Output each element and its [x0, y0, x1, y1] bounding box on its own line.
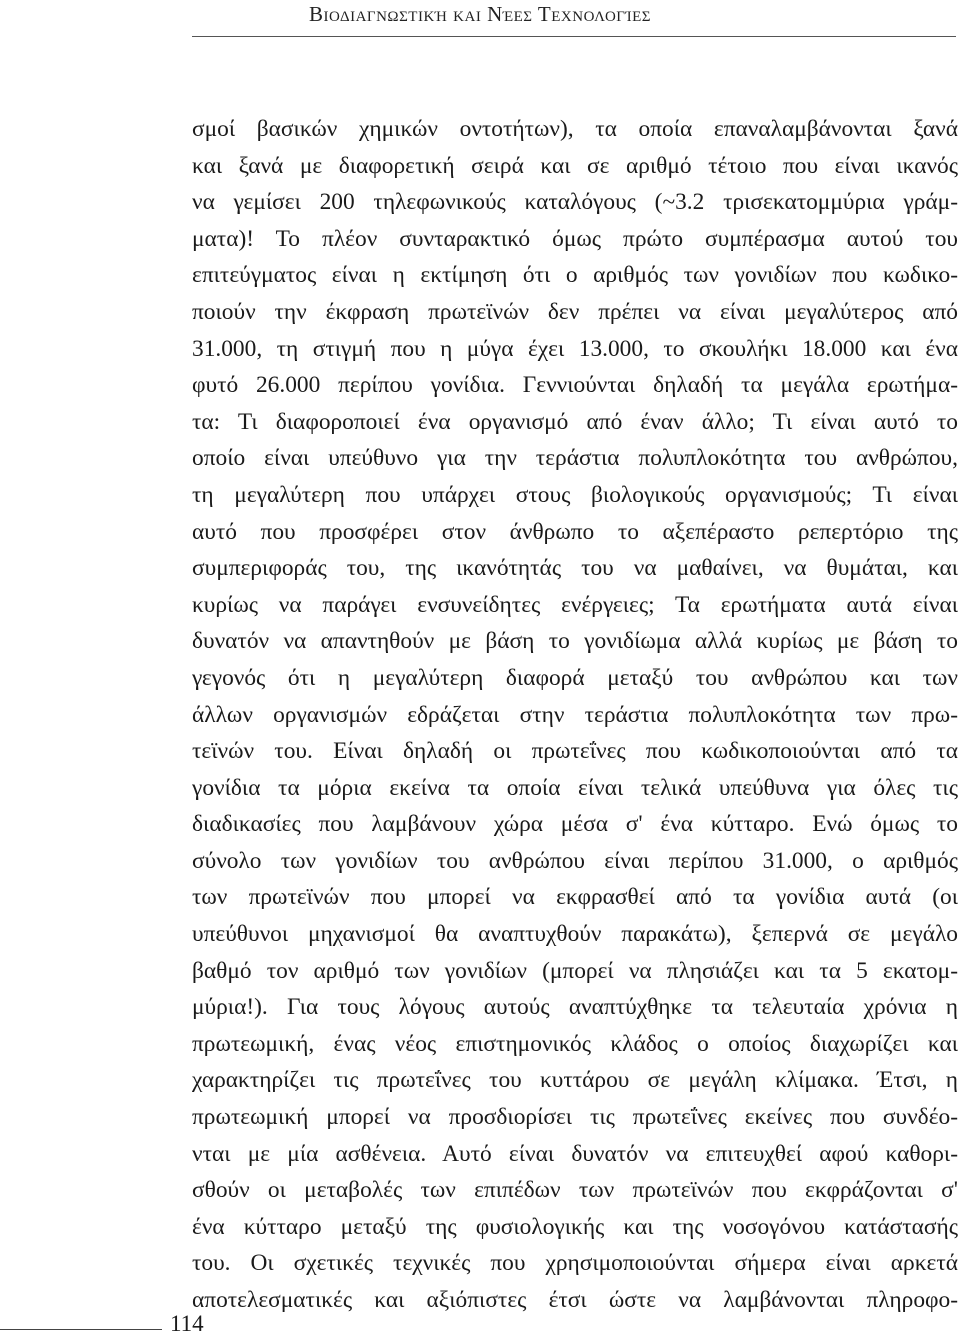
header-rule: [192, 36, 956, 37]
text-line: νται με μία ασθένεια. Αυτό είναι δυνατόν να επιτευχθεί αφού καθορι-: [192, 1140, 958, 1167]
text-line: αυτό που προσφέρει στον άνθρωπο το αξεπέραστο ρεπερτόριο της: [192, 518, 958, 545]
text-line: ένα κύτταρο μεταξύ της φυσιολογικής και της νοσογόνου κατάστασής: [192, 1213, 958, 1240]
page-number: 114: [170, 1311, 204, 1336]
text-line: σθούν οι μεταβολές των επιπέδων των πρωτεϊνών που εκφράζονται σ': [192, 1177, 958, 1204]
text-line: φυτό 26.000 περίπου γονίδια. Γεννιούνται δηλαδή τα μεγάλα ερωτήμα-: [192, 372, 958, 399]
text-line: γονίδια τα μόρια εκείνα τα οποία είναι τελικά υπεύθυνα για όλες τις: [192, 774, 958, 801]
text-line: τη μεγαλύτερη που υπάρχει στους βιολογικούς οργανισμούς; Τι είναι: [192, 481, 958, 508]
text-line: και ξανά με διαφορετική σειρά και σε αριθμό τέτοιο που είναι ικανός: [192, 152, 958, 179]
text-line: σύνολο των γονιδίων του ανθρώπου είναι περίπου 31.000, ο αριθμός: [192, 847, 958, 874]
text-line: επιτεύγματος είναι η εκτίμηση ότι ο αριθμός των γονιδίων που κωδικο-: [192, 262, 958, 289]
text-line: μύρια!). Για τους λόγους αυτούς αναπτύχθηκε τα τελευταία χρόνια η: [192, 994, 958, 1021]
text-line: τα: Τι διαφοροποιεί ένα οργανισμό από έναν άλλο; Τι είναι αυτό το: [192, 408, 958, 435]
text-line: να γεμίσει 200 τηλεφωνικούς καταλόγους (~3.2 τρισεκατομμύρια γράμ-: [192, 189, 958, 216]
text-line: ματα)! Το πλέον συνταρακτικό όμως πρώτο συμπέρασμα αυτού του: [192, 225, 958, 252]
text-line: του. Οι σχετικές τεχνικές που χρησιμοποιούνται σήμερα είναι αρκετά: [192, 1250, 958, 1277]
running-head-title: Βιοδιαγνωστική και Νέες Τεχνολογίες: [308, 2, 652, 26]
body-text: [192, 111, 958, 1319]
text-line: αποτελεσματικές και αξιόπιστες έτσι ώστε να λαμβάνονται πληροφο-: [192, 1287, 958, 1313]
text-line: γεγονός ότι η μεγαλύτερη διαφορά μεταξύ του ανθρώπου και των: [192, 664, 958, 691]
text-line: άλλων οργανισμών εδράζεται στην τεράστια πολυπλοκότητα των πρω-: [192, 701, 958, 728]
text-line: οποίο είναι υπεύθυνο για την τεράστια πολυπλοκότητα του ανθρώπου,: [192, 445, 958, 472]
text-line: συμπεριφοράς του, της ικανότητάς του να μαθαίνει, να θυμάται, και: [192, 555, 958, 582]
footer-rule: [0, 1329, 162, 1330]
text-line: κυρίως να παράγει ενσυνείδητες ενέργειες; Τα ερωτήματα αυτά είναι: [192, 591, 958, 618]
text-line: σμοί βασικών χημικών οντοτήτων), τα οποία επαναλαμβάνονται ξανά: [192, 116, 958, 142]
text-line: βαθμό τον αριθμό των γονιδίων (μπορεί να πλησιάζει και τα 5 εκατομ-: [192, 957, 958, 984]
text-line: υπεύθυνοι μηχανισμοί θα αναπτυχθούν παρακάτω), ξεπερνά σε μεγάλο: [192, 921, 958, 948]
text-line: διαδικασίες που λαμβάνουν χώρα μέσα σ' ένα κύτταρο. Ενώ όμως το: [192, 811, 958, 838]
text-line: πρωτεωμική, ένας νέος επιστημονικός κλάδος ο οποίος διαχωρίζει και: [192, 1030, 958, 1057]
text-line: ποιούν την έκφραση πρωτεϊνών δεν πρέπει να είναι μεγαλύτερος από: [192, 298, 958, 325]
text-line: 31.000, τη στιγμή που η μύγα έχει 13.000, το σκουλήκι 18.000 και ένα: [192, 335, 958, 362]
text-line: δυνατόν να απαντηθούν με βάση το γονιδίωμα αλλά κυρίως με βάση το: [192, 628, 958, 655]
text-line: πρωτεωμική μπορεί να προσδιορίσει τις πρωτεΐνες εκείνες που συνδέο-: [192, 1104, 958, 1131]
text-line: τεϊνών του. Είναι δηλαδή οι πρωτεΐνες που κωδικοποιούνται από τα: [192, 738, 958, 765]
text-line: χαρακτηρίζει τις πρωτεΐνες του κυττάρου σε μεγάλη κλίμακα. Έτσι, η: [192, 1067, 958, 1094]
text-line: των πρωτεϊνών που μπορεί να εκφρασθεί από τα γονίδια αυτά (οι: [192, 884, 958, 911]
